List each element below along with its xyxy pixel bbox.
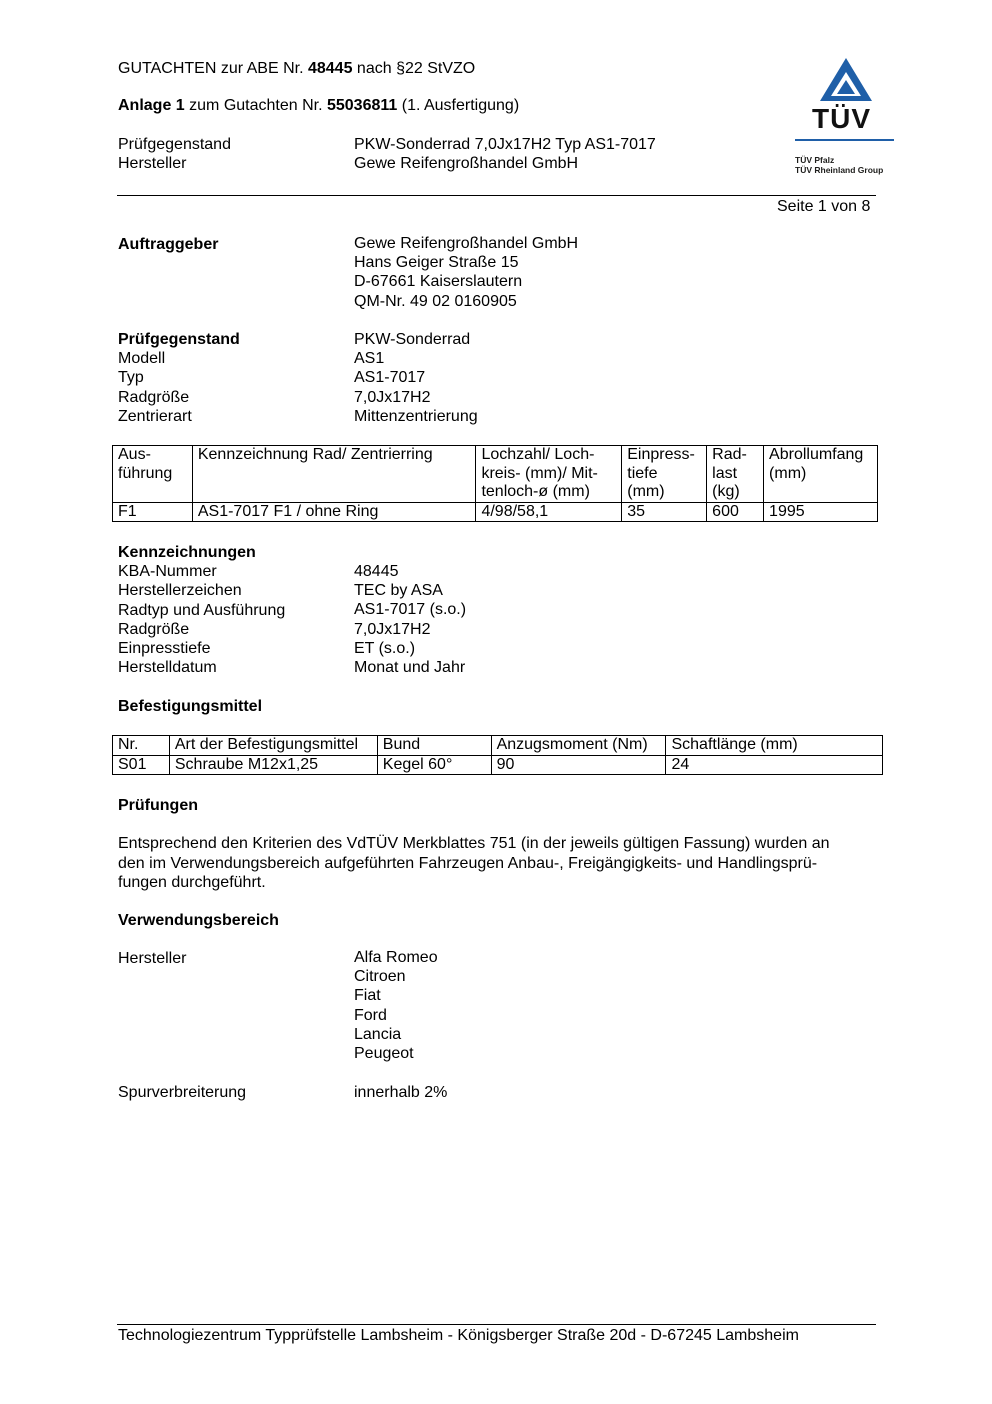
- kennzeichnungen-heading: Kennzeichnungen: [118, 544, 256, 561]
- page-number: Seite 1 von 8: [777, 198, 871, 215]
- spur-label: Spurverbreiterung: [118, 1084, 247, 1101]
- field-value: TEC by ASA: [354, 582, 443, 600]
- hersteller-list: [354, 948, 438, 1063]
- field-label: Radtyp und Ausführung: [118, 601, 286, 619]
- spur-value: innerhalb 2%: [354, 1084, 448, 1101]
- header-cell: Einpress- tiefe (mm): [622, 446, 707, 503]
- header-cell: Art der Befestigungsmittel: [169, 736, 377, 756]
- header-cell: Abrollumfang (mm): [764, 446, 878, 503]
- verwendung-heading: Verwendungsbereich: [118, 912, 279, 929]
- pruefgegenstand-values: [354, 330, 478, 426]
- header-label: Prüfgegenstand: [118, 136, 231, 153]
- header-cell: Kennzeichnung Rad/ Zentrierring: [192, 446, 476, 503]
- befestigung-table: [112, 735, 883, 775]
- field-value: AS1: [354, 350, 385, 368]
- list-item: Fiat: [354, 987, 381, 1005]
- header-label: Hersteller: [118, 155, 187, 173]
- header-cell: Anzugsmoment (Nm): [491, 736, 666, 756]
- logo-rule: [795, 139, 894, 141]
- table-cell: 24: [666, 755, 883, 775]
- field-value: Mittenzentrierung: [354, 407, 478, 425]
- tuv-wordmark: TÜV: [812, 103, 871, 134]
- footer-divider: [117, 1324, 876, 1325]
- befestigung-heading: Befestigungsmittel: [118, 698, 263, 715]
- header-divider: [117, 195, 876, 196]
- list-item: Peugeot: [354, 1044, 414, 1062]
- field-label: Typ: [118, 369, 144, 387]
- table-cell: F1: [113, 502, 193, 522]
- list-item: Lancia: [354, 1025, 402, 1043]
- field-label: Herstellerzeichen: [118, 582, 242, 600]
- header-values: [354, 135, 656, 173]
- table-header-row: [113, 736, 883, 756]
- header-cell: Bund: [377, 736, 491, 756]
- pruefgegenstand-labels: [118, 330, 240, 426]
- list-item: Citroen: [354, 968, 406, 986]
- kennzeichnungen-values: [354, 562, 466, 677]
- table-cell: AS1-7017 F1 / ohne Ring: [192, 502, 476, 522]
- footer-address: Technologiezentrum Typprüfstelle Lambsheim - Königsberger Straße 20d - D-67245 Lambsheim: [118, 1327, 799, 1344]
- header-cell: Aus- führung: [113, 446, 193, 503]
- gutachten-number: 55036811: [326, 97, 398, 114]
- field-value: AS1-7017 (s.o.): [354, 601, 467, 619]
- header-line-2: Anlage 1 zum Gutachten Nr. 55036811 (1. Ausfertigung): [118, 97, 520, 114]
- abe-number: 48445: [307, 60, 353, 77]
- field-label: Einpresstiefe: [118, 639, 211, 657]
- field-value: AS1-7017: [354, 369, 426, 387]
- field-value: PKW-Sonderrad: [354, 331, 471, 348]
- pruefungen-heading: Prüfungen: [118, 797, 198, 814]
- table-cell: 90: [491, 755, 666, 775]
- address-line: Gewe Reifengroßhandel GmbH: [354, 235, 579, 252]
- address-line: Hans Geiger Straße 15: [354, 254, 519, 272]
- hersteller-label: Hersteller: [118, 950, 187, 967]
- field-label: Radgröße: [118, 388, 190, 406]
- wheel-table: [112, 445, 878, 522]
- header-cell: Rad- last (kg): [707, 446, 764, 503]
- table-cell: 600: [707, 502, 764, 522]
- table-cell: Kegel 60°: [377, 755, 491, 775]
- header-line-1: GUTACHTEN zur ABE Nr. 48445 nach §22 StVZO: [118, 60, 476, 77]
- field-value: ET (s.o.): [354, 639, 416, 657]
- table-row: [113, 502, 878, 522]
- field-label: KBA-Nummer: [118, 563, 217, 581]
- auftraggeber-label: Auftraggeber: [118, 236, 219, 253]
- table-cell: 35: [622, 502, 707, 522]
- address-line: QM-Nr. 49 02 0160905: [354, 292, 517, 310]
- table-cell: 1995: [764, 502, 878, 522]
- field-label: Zentrierart: [118, 407, 192, 425]
- header-value: Gewe Reifengroßhandel GmbH: [354, 155, 579, 173]
- header-cell: Nr.: [113, 736, 170, 756]
- kennzeichnungen-labels: [118, 543, 285, 677]
- logo-line-1: TÜV Pfalz: [795, 155, 835, 165]
- header-labels: [118, 135, 231, 173]
- header-cell: Schaftlänge (mm): [666, 736, 883, 756]
- header-cell: Lochzahl/ Loch- kreis- (mm)/ Mit- tenloch-ø (mm): [476, 446, 622, 503]
- field-value: 7,0Jx17H2: [354, 388, 431, 406]
- address-line: D-67661 Kaiserslautern: [354, 273, 523, 291]
- list-item: Alfa Romeo: [354, 949, 438, 966]
- field-value: 7,0Jx17H2: [354, 620, 431, 638]
- tuv-triangle-icon: [818, 56, 874, 102]
- field-value: 48445: [354, 563, 399, 580]
- list-item: Ford: [354, 1006, 387, 1024]
- table-cell: 4/98/58,1: [476, 502, 622, 522]
- table-header-row: [113, 446, 878, 503]
- header-value: PKW-Sonderrad 7,0Jx17H2 Typ AS1-7017: [354, 136, 656, 153]
- table-cell: S01: [113, 755, 170, 775]
- table-row: [113, 755, 883, 775]
- field-value: Monat und Jahr: [354, 658, 466, 676]
- pruefgegenstand-heading: Prüfgegenstand: [118, 331, 240, 348]
- pruefungen-paragraph: Entsprechend den Kriterien des VdTÜV Merkblattes 751 (in der jeweils gültigen Fassung) wurden an den im Verwendungsbereich aufgeführten Fahrzeugen Anbau-, Freigängigkeits- und Handlingsprü- fungen durchgeführt.: [118, 835, 830, 891]
- field-label: Modell: [118, 350, 166, 368]
- field-label: Radgröße: [118, 620, 190, 638]
- logo-line-2: TÜV Rheinland Group: [795, 165, 884, 175]
- auftraggeber-address: [354, 234, 578, 311]
- field-label: Herstelldatum: [118, 659, 217, 677]
- table-cell: Schraube M12x1,25: [169, 755, 377, 775]
